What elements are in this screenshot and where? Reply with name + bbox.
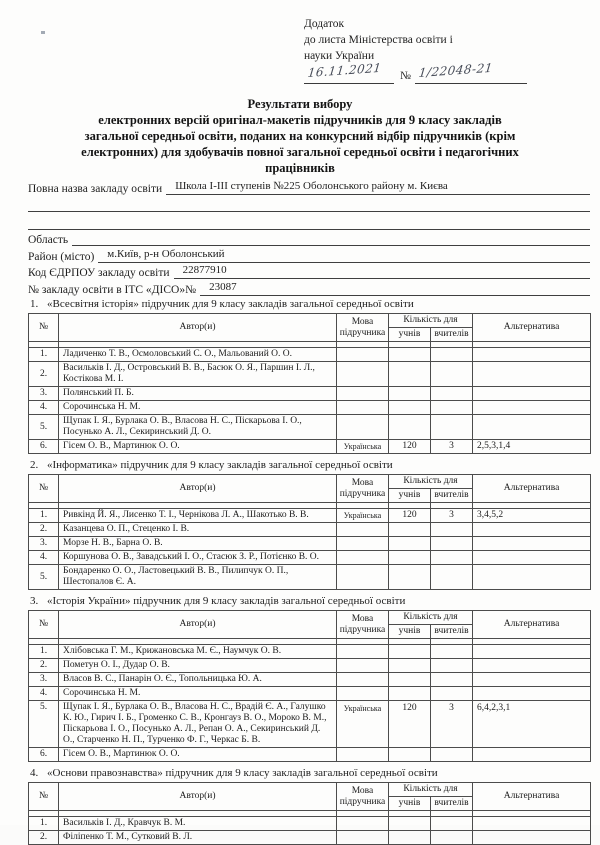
title-line-1: Результати вибору [247,97,353,111]
col-teachers: вчителів [431,625,473,639]
col-num: № [29,783,59,811]
annex-date-number-line [304,60,582,84]
table-row: 4. Коршунова О. В., Завадський І. О., Стасюк З. Р., Потієнко В. О. [29,551,591,565]
col-alternative: Альтернатива [473,475,591,503]
annex-header [304,16,582,84]
table-row: 1. Хлібовська Г. М., Крижановська М. Є., Наумчук О. В. [29,645,591,659]
col-language: Мова підручника [337,314,389,342]
col-language: Мова підручника [337,611,389,639]
school-name-value: Школа І-ІІІ ступенів №225 Оболонського району м. Києва [166,179,590,195]
annex-line-1: Додаток [304,18,345,30]
col-qty-group: Кількість для [389,783,473,797]
blank-rule-2 [28,212,590,230]
col-num: № [29,314,59,342]
col-authors: Автор(и) [59,783,337,811]
table-4-caption: 4. «Основи правознавства» підручник для 9 класу закладів загальної середньої освіти [30,767,438,779]
col-students: учнів [389,797,431,811]
col-teachers: вчителів [431,797,473,811]
handwritten-number: 1/22048-21 [418,60,494,80]
district-label: Район (місто) [28,250,95,263]
number-sign-label: № [400,70,411,82]
table-row: 3. Полянський П. Б. [29,387,591,401]
col-alternative: Альтернатива [473,783,591,811]
edrpou-label: Код ЄДРПОУ закладу освіти [28,267,170,279]
table-header-row [29,475,591,489]
table-3-caption: 3. «Історія України» підручник для 9 класу закладів загальної середньої освіти [30,595,406,607]
handwritten-number-field [415,60,527,84]
annex-line-2: до листа Міністерства освіти і [304,34,453,46]
table-row: 2. Васильків І. Д., Островський В. В., Басюк О. Я., Паршин І. Л., Костікова М. І. [29,362,591,387]
col-num: № [29,611,59,639]
col-students: учнів [389,625,431,639]
handwritten-date-field [304,60,394,84]
col-authors: Автор(и) [59,475,337,503]
table-row: 4. Сорочинська Н. М. [29,687,591,701]
diso-label: № закладу освіти в ІТС «ДІСО»№ [28,283,197,296]
title-line-2: електронних версій оригінал-макетів підручників для 9 класу закладів [98,113,502,127]
table-row-selected: 6. Гісем О. В., Мартинюк О. О. Українська 120 3 2,5,3,1,4 [29,440,591,454]
title-line-5: працівників [265,161,335,175]
col-students: учнів [389,489,431,503]
diso-value: 23087 [200,280,590,296]
table-row: 6. Гісем О. В., Мартинюк О. О. [29,748,591,762]
table-header-row [29,783,591,797]
table-header-row [29,611,591,625]
col-students: учнів [389,328,431,342]
col-qty-group: Кількість для [389,475,473,489]
col-alternative: Альтернатива [473,314,591,342]
table-row-selected: 1. Ривкінд Й. Я., Лисенко Т. І., Чернікова Л. А., Шакотько В. В. Українська 120 3 3,4,5,2 [29,509,591,523]
region-label: Область [28,234,69,246]
annex-line-3: науки України [304,50,375,62]
col-authors: Автор(и) [59,611,337,639]
edrpou-value: 22877910 [174,263,590,279]
handwritten-date: 16.11.2021 [307,60,383,80]
table-row: 2. Казанцева О. П., Стеценко І. В. [29,523,591,537]
title-line-3: загальної середньої освіти, поданих на конкурсний відбір підручників (крім [84,129,516,143]
table-row: 5. Бондаренко О. О., Ластовецький В. В., Пилипчук О. П., Шестопалов Є. А. [29,565,591,590]
col-qty-group: Кількість для [389,611,473,625]
district-value: м.Київ, р-н Оболонський [98,247,590,263]
table-row: 3. Морзе Н. В., Барна О. В. [29,537,591,551]
field-region [28,230,590,247]
table-row: 2. Філіпенко Т. М., Сутковий В. Л. [29,831,591,845]
table-informatics [28,474,591,590]
field-school-name [28,178,590,195]
table-row: 1. Ладиченко Т. В., Осмоловський С. О., Мальований О. О. [29,348,591,362]
blank-rule-1 [28,195,590,213]
col-teachers: вчителів [431,328,473,342]
scan-artifact [41,31,45,34]
table-2-caption: 2. «Інформатика» підручник для 9 класу закладів загальної середньої освіти [30,459,393,471]
table-fundamentals-of-law [28,782,591,845]
table-history-of-ukraine [28,610,591,762]
col-teachers: вчителів [431,489,473,503]
tables-section [28,293,590,845]
table-row: 4. Сорочинська Н. М. [29,401,591,415]
table-1-caption: 1. «Всесвітня історія» підручник для 9 класу закладів загальної середньої освіти [30,298,414,310]
table-row: 2. Пометун О. І., Дудар О. В. [29,659,591,673]
document-title [30,96,570,176]
col-qty-group: Кількість для [389,314,473,328]
form-fields [28,178,590,296]
field-edrpou [28,263,590,280]
table-world-history [28,313,591,454]
table-row: 5. Щупак І. Я., Бурлака О. В., Власова Н. С., Піскарьова І. О., Посунько А. Л., Секиринський Д. О. [29,415,591,440]
table-row: 1. Васильків І. Д., Кравчук В. М. [29,817,591,831]
table-header-row [29,314,591,328]
title-line-4: електронних) для здобувачів повної загальної середньої освіти і педагогічних [81,145,519,159]
col-language: Мова підручника [337,783,389,811]
region-value [72,230,590,246]
school-name-label: Повна назва закладу освіти [28,182,163,195]
table-row-selected: 5. Щупак І. Я., Бурлака О. В., Власова Н. С., Врадій Є. А., Галушко К. Ю., Гирич І. Б., Громенко С. В., Кронгауз В. О., Мороко В. М., Піскарьова І. О., Посунько А. Л., Репан О. А., Секиринський Д. О., Старченко Н. П., Турченко Ф. Г., Черкас Б. В. Українська 120 3 6,4,2,3,1 [29,701,591,748]
col-language: Мова підручника [337,475,389,503]
col-alternative: Альтернатива [473,611,591,639]
field-district [28,246,590,263]
col-num: № [29,475,59,503]
col-authors: Автор(и) [59,314,337,342]
table-row: 3. Власов В. С., Панарін О. Є., Топольницька Ю. А. [29,673,591,687]
